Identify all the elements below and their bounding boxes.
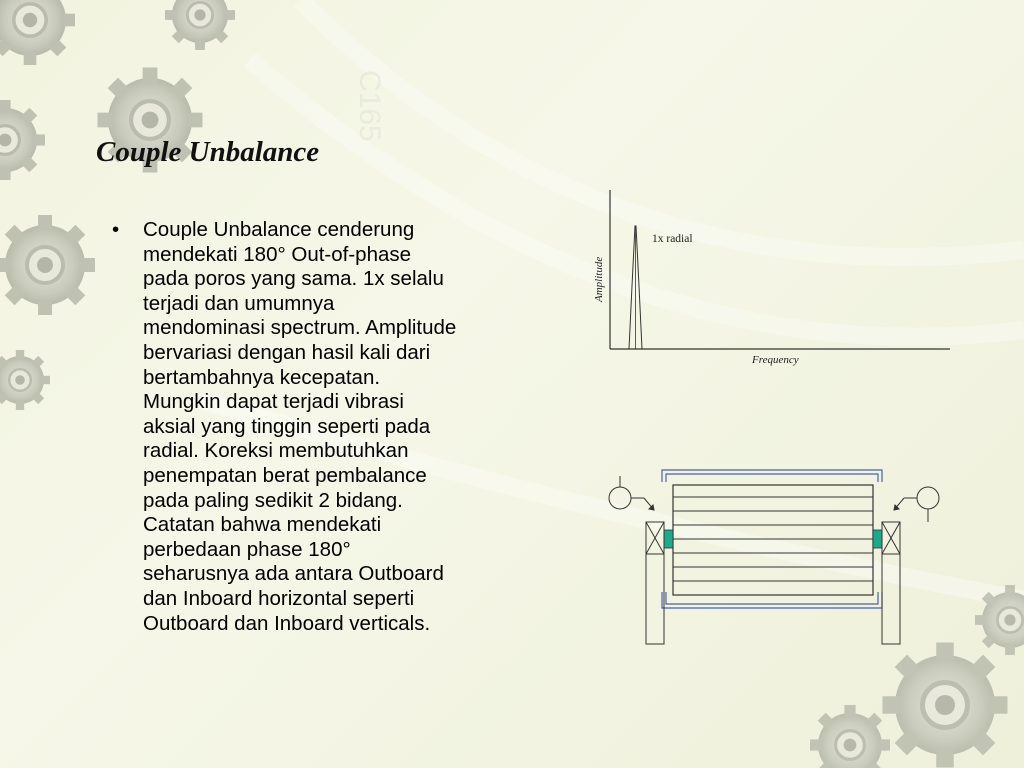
vibration-probe-icon bbox=[894, 487, 939, 522]
rotor-body bbox=[673, 485, 873, 595]
slide-title: Couple Unbalance bbox=[96, 136, 320, 168]
y-axis-label: Amplitude bbox=[593, 256, 605, 302]
bearing-icon bbox=[646, 522, 900, 644]
bullet-text: Couple Unbalance cenderung mendekati 180° Out-of-phase pada poros yang sama. 1x selalu terjadi dan umumnya mendominasi spectrum. Amplitude bervariasi dengan hasil kali dari bertambahnya kecepatan. Mungkin dapat terjadi vibrasi aksial yang tinggin seperti pada radial. Koreksi membutuhkan penempatan berat pembalance pada paling sedikit 2 bidang. Catatan bahwa mendekati perbedaan phase 180° seharusnya ada antara Outboard dan Inboard horizontal seperti Outboard dan Inboard verticals. bbox=[143, 218, 457, 635]
peak-label: 1x radial bbox=[652, 233, 693, 245]
coupling-right bbox=[873, 530, 882, 548]
rotor-lines bbox=[673, 497, 873, 581]
machine-diagram bbox=[600, 460, 950, 650]
vibration-probe-icon bbox=[609, 476, 654, 510]
coupling-left bbox=[664, 530, 673, 548]
x-axis-label: Frequency bbox=[752, 354, 799, 366]
svg-text:C165: C165 bbox=[353, 70, 386, 142]
spectrum-diagram bbox=[586, 186, 956, 376]
bullet-marker: • bbox=[112, 218, 120, 241]
bullet-list bbox=[112, 218, 532, 636]
